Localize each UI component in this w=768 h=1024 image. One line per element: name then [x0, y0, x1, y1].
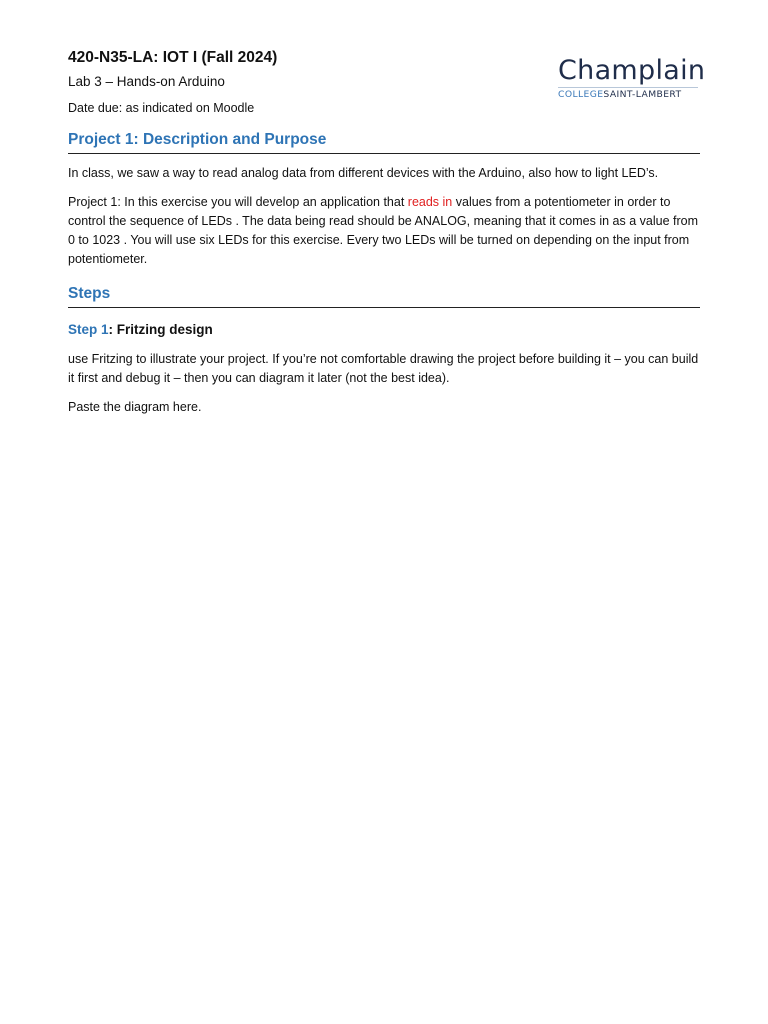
logo-wordmark: Champlain: [558, 55, 706, 86]
course-title: 420-N35-LA: IOT I (Fall 2024): [68, 49, 278, 66]
step1-title: : Fritzing design: [108, 322, 213, 337]
document-content: [68, 48, 706, 427]
steps-heading: Steps: [68, 283, 700, 308]
project1-desc-before: Project 1: In this exercise you will develop an application that: [68, 195, 408, 209]
paste-instruction: Paste the diagram here.: [68, 400, 202, 414]
project1-desc-after: values from a potentiometer in order to control the sequence of LEDs . The data being read should be ANALOG, meaning that it comes in as a value from 0 to 1023 . You will use six LEDs for this exercise. Every two LEDs will be turned on depending on the input from potentiometer.: [68, 195, 698, 266]
lab-title: Lab 3 – Hands-on Arduino: [68, 74, 225, 89]
project1-intro: In class, we saw a way to read analog data from different devices with the Arduino, also how to light LED’s.: [68, 166, 659, 180]
project1-heading: Project 1: Description and Purpose: [68, 129, 700, 154]
date-due: Date due: as indicated on Moodle: [68, 101, 255, 115]
logo-campus-text: SAINT-LAMBERT: [603, 89, 682, 100]
highlighted-text: reads in: [407, 195, 453, 209]
project1-description: [68, 193, 700, 269]
step1-text: use Fritzing to illustrate your project. If you’re not comfortable drawing the project before building it – you can build it first and debug it – then you can diagram it later (not the best idea).: [68, 352, 699, 385]
logo-college-text: COLLEGE: [558, 89, 604, 100]
step1-prefix: Step 1: [68, 322, 109, 337]
step1-heading: [68, 320, 700, 340]
